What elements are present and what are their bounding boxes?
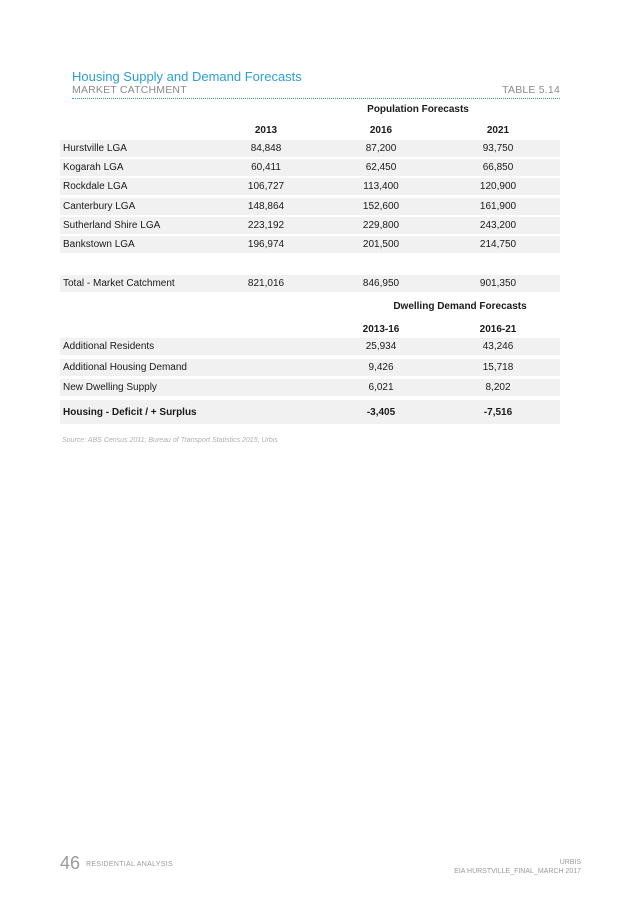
result-value: -7,516 — [483, 407, 513, 418]
row-value: 25,934 — [365, 341, 397, 352]
population-table — [60, 100, 560, 292]
row-label: Additional Residents — [63, 341, 155, 352]
document-reference: EIA HURSTVILLE_FINAL_MARCH 2017 — [454, 868, 581, 875]
table-row — [60, 198, 560, 215]
col-2013: 2013 — [254, 125, 278, 136]
table-reference: TABLE 5.14 — [502, 84, 560, 96]
row-value: 62,450 — [365, 162, 397, 173]
table-row — [60, 178, 560, 195]
row-value: 243,200 — [479, 220, 517, 231]
row-value: 43,246 — [482, 341, 514, 352]
footer-document-info — [454, 858, 581, 876]
row-value: 214,750 — [479, 239, 517, 250]
total-row — [60, 275, 560, 292]
row-value: 201,500 — [362, 239, 400, 250]
row-label: Additional Housing Demand — [63, 362, 187, 373]
table-subtitle: MARKET CATCHMENT — [72, 84, 187, 96]
source-note: Source: ABS Census 2011; Bureau of Transport Statistics 2015; Urbis — [62, 437, 278, 444]
table-row — [60, 159, 560, 176]
col-2016-21: 2016-21 — [479, 324, 517, 335]
table-row — [60, 217, 560, 234]
total-value: 821,016 — [247, 278, 285, 289]
row-value: 8,202 — [485, 382, 511, 393]
row-label: Canterbury LGA — [63, 201, 136, 212]
table-title: Housing Supply and Demand Forecasts — [72, 69, 302, 84]
table-row — [60, 338, 560, 355]
result-value: -3,405 — [366, 407, 396, 418]
row-value: 87,200 — [365, 143, 397, 154]
row-value: 223,192 — [247, 220, 285, 231]
company-name: URBIS — [559, 859, 581, 866]
result-label: Housing - Deficit / + Surplus — [63, 407, 197, 418]
row-label: Bankstown LGA — [63, 239, 135, 250]
page-number: 46 — [60, 853, 81, 873]
row-value: 113,400 — [363, 181, 399, 192]
row-value: 152,600 — [362, 201, 400, 212]
row-label: Rockdale LGA — [63, 181, 128, 192]
row-value: 84,848 — [250, 143, 282, 154]
row-value: 93,750 — [482, 143, 514, 154]
row-value: 15,718 — [482, 362, 514, 373]
total-value: 846,950 — [362, 278, 400, 289]
population-group-title: Population Forecasts — [367, 104, 469, 115]
total-label: Total - Market Catchment — [63, 278, 175, 289]
row-value: 9,426 — [368, 362, 394, 373]
row-value: 148,864 — [247, 201, 285, 212]
col-2013-16: 2013-16 — [362, 324, 400, 335]
row-value: 60,411 — [251, 162, 281, 173]
dwelling-group-title: Dwelling Demand Forecasts — [393, 301, 527, 312]
row-value: 6,021 — [368, 382, 394, 393]
table-row — [60, 379, 560, 396]
page-header — [72, 69, 560, 99]
row-value: 196,974 — [247, 239, 285, 250]
table-row — [60, 140, 560, 157]
row-value: 66,850 — [482, 162, 514, 173]
header-subrow — [72, 84, 560, 97]
dwelling-table — [60, 298, 560, 428]
row-label: Kogarah LGA — [63, 162, 124, 173]
header-divider — [72, 98, 560, 99]
row-value: 161,900 — [479, 201, 517, 212]
row-value: 106,727 — [247, 181, 285, 192]
section-name: RESIDENTIAL ANALYSIS — [86, 861, 173, 868]
total-value: 901,350 — [479, 278, 517, 289]
table-row — [60, 359, 560, 376]
col-2021: 2021 — [486, 125, 510, 136]
row-label: Sutherland Shire LGA — [63, 220, 161, 231]
row-label: Hurstville LGA — [63, 143, 127, 154]
row-value: 120,900 — [479, 181, 517, 192]
table-row — [60, 236, 560, 253]
row-value: 229,800 — [362, 220, 400, 231]
result-row — [60, 400, 560, 424]
row-label: New Dwelling Supply — [63, 382, 157, 393]
col-2016: 2016 — [369, 125, 393, 136]
